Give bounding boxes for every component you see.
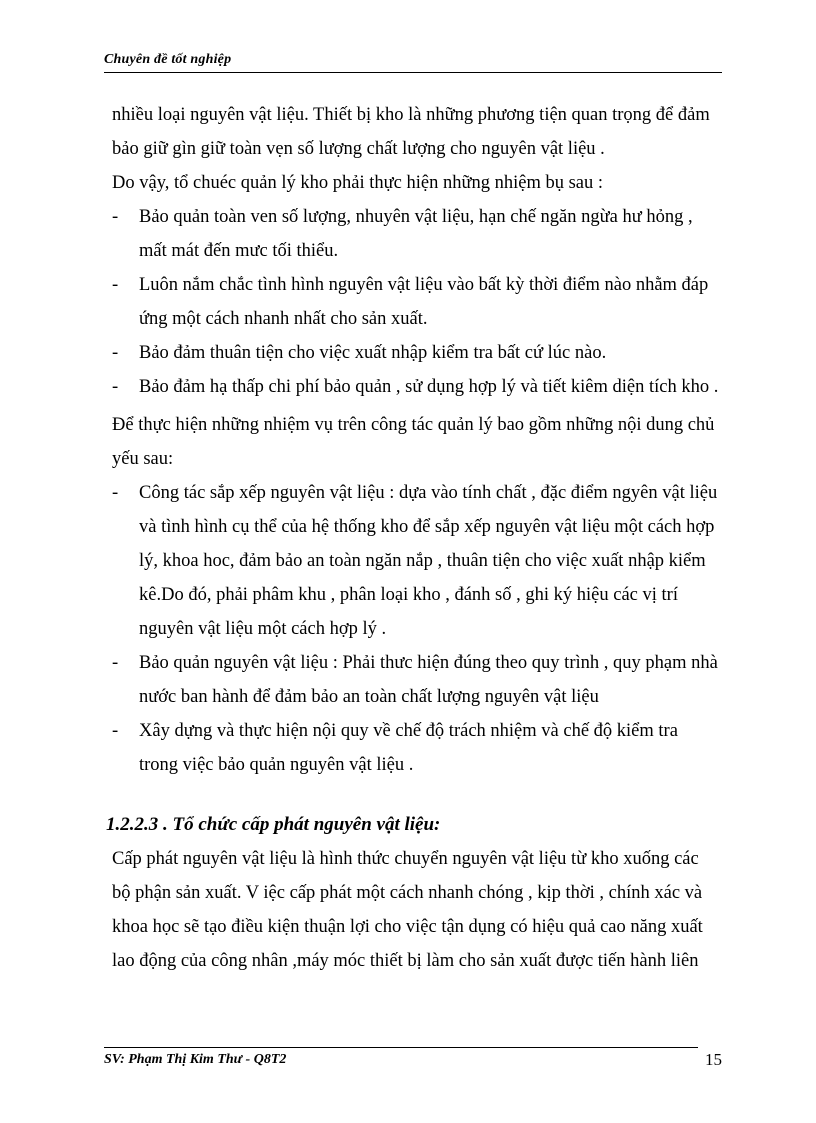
bullet-dash: - xyxy=(112,343,119,363)
list-item xyxy=(112,370,720,404)
bullet-dash: - xyxy=(112,377,119,397)
body-text xyxy=(106,98,720,978)
list-item xyxy=(112,714,720,782)
list-item xyxy=(112,268,720,336)
paragraph: Để thực hiện những nhiệm vụ trên công tác quản lý bao gồm những nội dung chủ yếu sau: xyxy=(112,415,715,469)
bullet-dash: - xyxy=(112,653,119,673)
page-header-title: Chuyên đề tốt nghiệp xyxy=(104,52,232,67)
footer-author: SV: Phạm Thị Kim Thư - Q8T2 xyxy=(104,1052,287,1067)
section-paragraph: Cấp phát nguyên vật liệu là hình thức chuyển nguyên vật liệu từ kho xuống các bộ phận sản xuất. V iệc cấp phát một cách nhanh chóng , kịp thời , chính xác và khoa học sẽ tạo điều kiện thuận lợi cho việc tận dụng có hiệu quả cao năng xuất lao động của công nhân ,máy móc thiết bị làm cho sản xuất được tiến hành liên xyxy=(112,849,703,971)
paragraph-line: bảo giữ gìn giữ toàn vẹn số lượng chất lượng cho nguyên vật liệu . xyxy=(112,139,605,159)
list-item-text: Bảo đảm hạ thấp chi phí bảo quản , sử dụng hợp lý và tiết kiêm diện tích kho . xyxy=(139,377,719,397)
list-item xyxy=(112,476,720,646)
list-item-text: Bảo quản toàn ven số lượng, nhuyên vật liệu, hạn chế ngăn ngừa hư hỏng , mất mát đến mưc tối thiểu. xyxy=(139,207,693,261)
section-heading: 1.2.2.3 . Tổ chức cấp phát nguyên vật liệu: xyxy=(106,814,441,835)
list-item-text: Bảo đảm thuân tiện cho việc xuất nhập kiểm tra bất cứ lúc nào. xyxy=(139,343,607,363)
paragraph: Do vậy, tổ chuéc quản lý kho phải thực hiện những nhiệm bụ sau : xyxy=(112,173,604,193)
list-item xyxy=(112,646,720,714)
footer-divider xyxy=(104,1047,698,1048)
list-item xyxy=(112,200,720,268)
bullet-dash: - xyxy=(112,207,119,227)
page-number: 15 xyxy=(705,1050,722,1069)
list-item-text: Công tác sắp xếp nguyên vật liệu : dựa vào tính chất , đặc điểm ngyên vật liệu và tình hình cụ thể của hệ thống kho để sắp xếp nguyên vật liệu một cách hợp lý, khoa hoc, đảm bảo an toàn ngăn nắp , thuân tiện cho việc xuất nhập kiểm kê.Do đó, phải phâm khu , phân loại kho , đánh số , ghi ký hiệu các vị trí nguyên vật liệu một cách hợp lý . xyxy=(139,483,718,639)
bullet-dash: - xyxy=(112,721,119,741)
paragraph-line: nhiều loại nguyên vật liệu. Thiết bị kho là những phương tiện quan trọng để đảm xyxy=(112,105,710,125)
list-item-text: Xây dựng và thực hiện nội quy về chế độ trách nhiệm và chế độ kiểm tra trong việc bảo quản nguyên vật liệu . xyxy=(139,721,678,775)
list-item-text: Luôn nắm chắc tình hình nguyên vật liệu vào bất kỳ thời điểm nào nhằm đáp ứng một cách nhanh nhất cho sản xuất. xyxy=(139,275,709,329)
list-item-text: Bảo quản nguyên vật liệu : Phải thưc hiện đúng theo quy trình , quy phạm nhà nước ban hành để đảm bảo an toàn chất lượng nguyên vật liệu xyxy=(139,653,718,707)
bullet-dash: - xyxy=(112,483,119,503)
list-item xyxy=(112,336,720,370)
header-divider xyxy=(104,72,722,73)
bullet-dash: - xyxy=(112,275,119,295)
